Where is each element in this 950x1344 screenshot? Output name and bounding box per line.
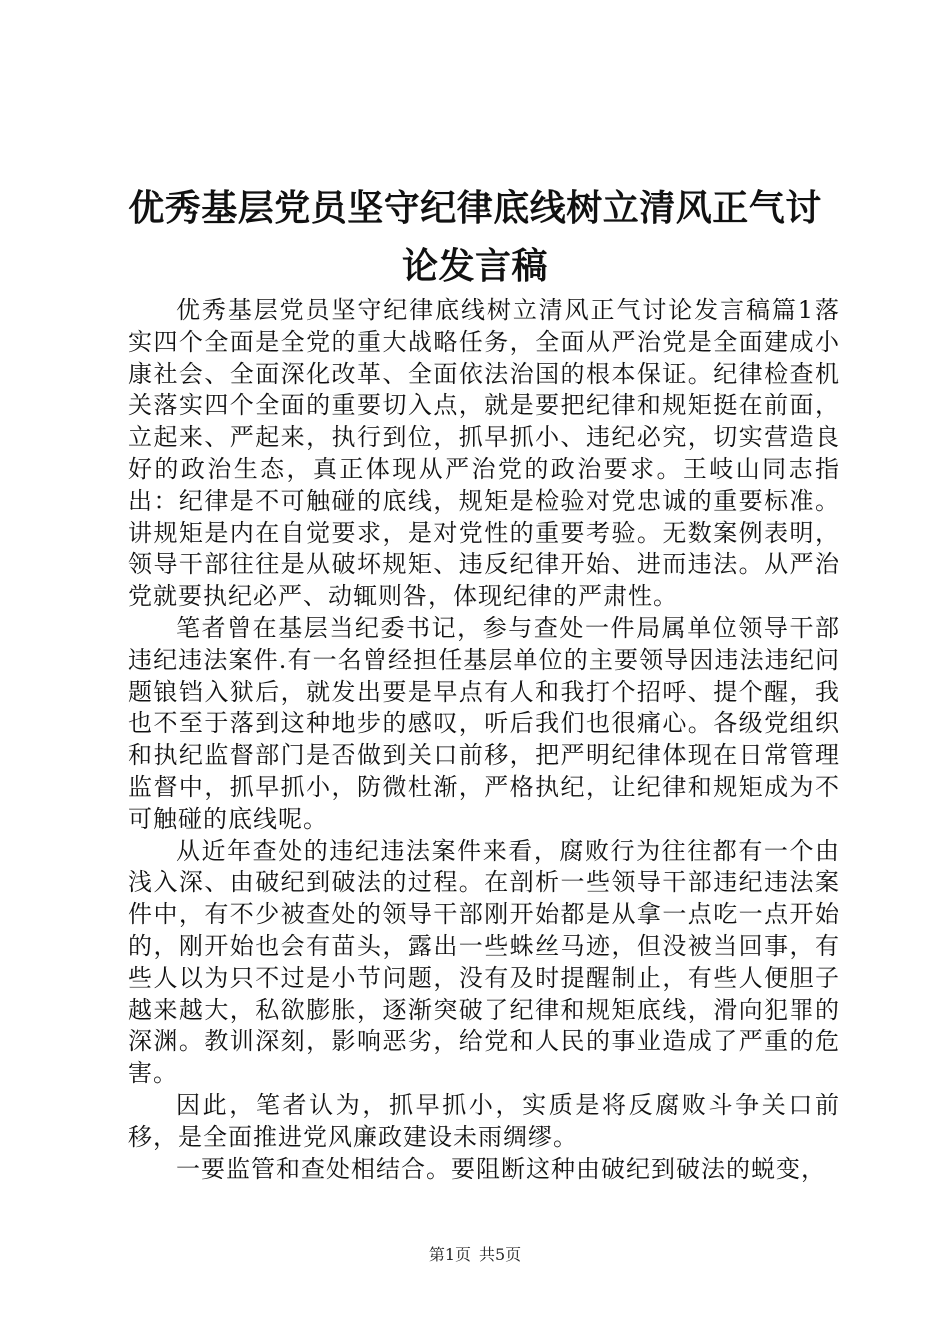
paragraph-3: 从近年查处的违纪违法案件来看，腐败行为往往都有一个由浅入深、由破纪到破法的过程。在剖析一些领导干部违纪违法案件中，有不少被查处的领导干部刚开始都是从拿一点吃一点开始的，刚开始也会有苗头，露出一些蛛丝马迹，但没被当回事，有些人以为只不过是小节问题，没有及时提醒制止，有些人便胆子越来越大，私欲膨胀，逐渐突破了纪律和规矩底线，滑向犯罪的深渊。教训深刻，影响恶劣，给党和人民的事业造成了严重的危害。 — [128, 836, 840, 1088]
paragraph-5: 一要监管和查处相结合。要阻断这种由破纪到破法的蜕变， — [176, 1154, 826, 1183]
paragraph-2: 笔者曾在基层当纪委书记，参与查处一件局属单位领导干部违纪违法案件.有一名曾经担任基层单位的主要领导因违法违纪问题锒铛入狱后，就发出要是早点有人和我打个招呼、提个醒，我也不至于落到这种地步的感叹，听后我们也很痛心。各级党组织和执纪监督部门是否做到关口前移，把严明纪律体现在日常管理监督中，抓早抓小，防微杜渐，严格执纪，让纪律和规矩成为不可触碰的底线呢。 — [128, 613, 840, 833]
paragraph-4: 因此，笔者认为，抓早抓小，实质是将反腐败斗争关口前移，是全面推进党风廉政建设未雨绸缪。 — [128, 1090, 840, 1151]
document-body — [128, 295, 840, 1185]
page-footer — [0, 1245, 950, 1265]
page-number: 第1页 — [428, 1245, 471, 1264]
document-title: 优秀基层党员坚守纪律底线树立清风正气讨论发言稿 — [128, 188, 822, 287]
paragraph-1: 优秀基层党员坚守纪律底线树立清风正气讨论发言稿篇1落实四个全面是全党的重大战略任务，全面从严治党是全面建成小康社会、全面深化改革、全面依法治国的根本保证。纪律检查机关落实四个全面的重要切入点，就是要把纪律和规矩挺在前面，立起来、严起来，执行到位，抓早抓小、违纪必究，切实营造良好的政治生态，真正体现从严治党的政治要求。王岐山同志指出：纪律是不可触碰的底线，规矩是检验对党忠诚的重要标准。讲规矩是内在自觉要求，是对党性的重要考验。无数案例表明，领导干部往往是从破坏规矩、违反纪律开始、进而违法。从严治党就要执纪必严、动辄则咎，体现纪律的严肃性。 — [128, 296, 840, 611]
page-total: 共5页 — [479, 1245, 522, 1264]
